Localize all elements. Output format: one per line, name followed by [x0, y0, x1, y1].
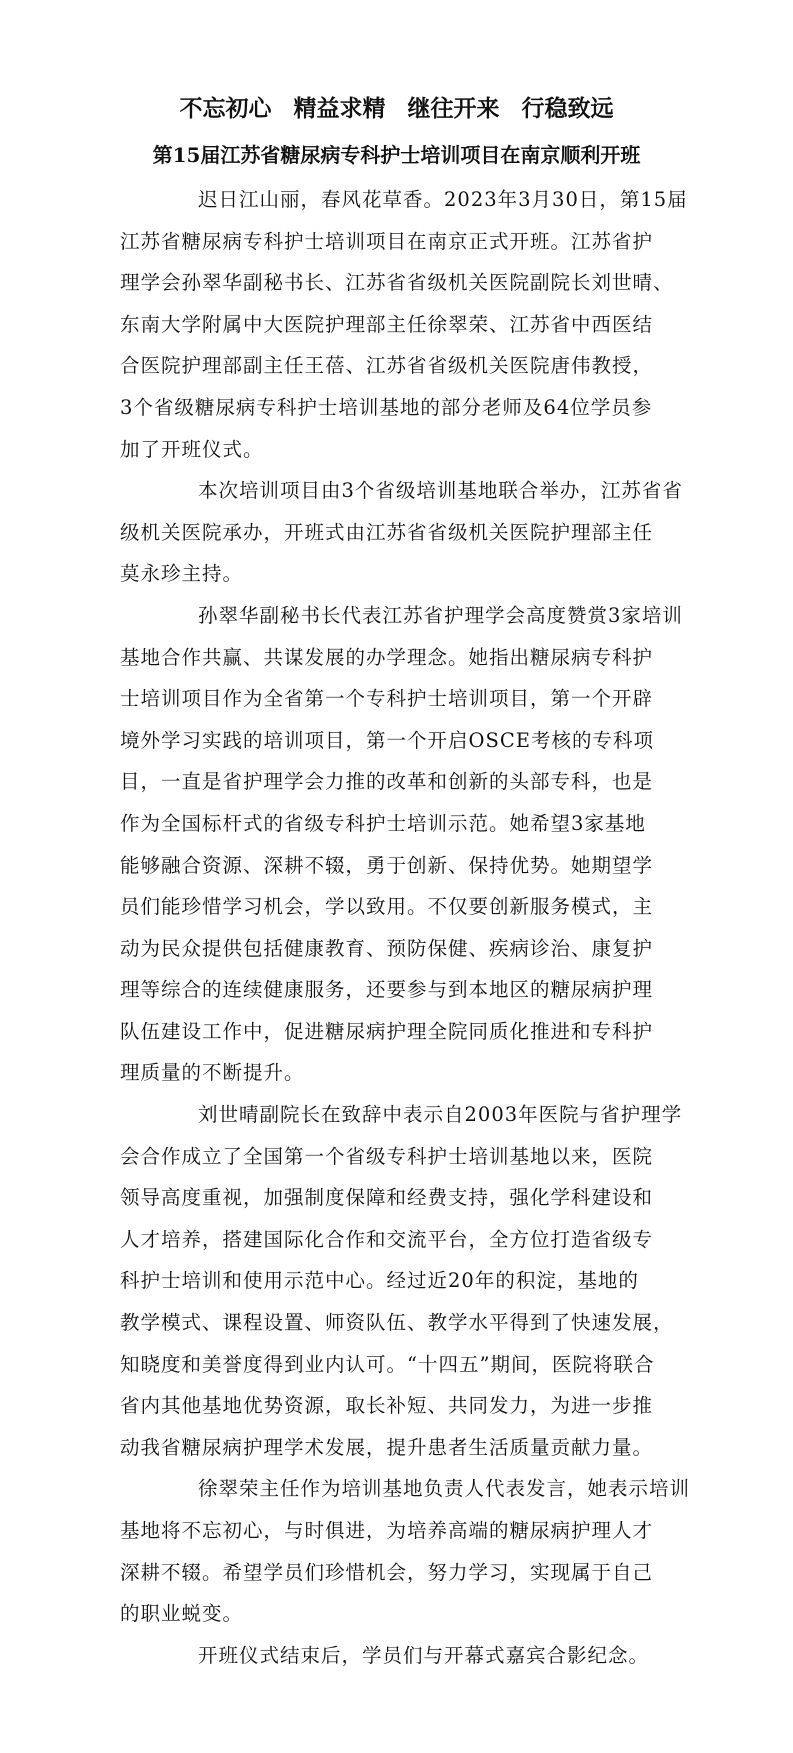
paragraph	[120, 470, 710, 595]
paragraph-line: 基地将不忘初心，与时俱进，为培养高端的糖尿病护理人才	[120, 1519, 654, 1542]
paragraph-line: 基地合作共赢、共谋发展的办学理念。她指出糖尿病专科护	[120, 645, 654, 669]
paragraph-line: 级机关医院承办，开班式由江苏省省级机关医院护理部主任	[120, 520, 654, 544]
paragraph-line: 人才培养，搭建国际化合作和交流平台，全方位打造省级专	[120, 1227, 654, 1251]
paragraph-line: 动我省糖尿病护理学术发展，提升患者生活质量贡献力量。	[120, 1435, 654, 1459]
paragraph-line: 开班仪式结束后，学员们与开幕式嘉宾合影纪念。	[198, 1643, 650, 1667]
paragraph	[120, 595, 710, 1094]
paragraph-line: 员们能珍惜学习机会，学以致用。不仅要创新服务模式，主	[120, 895, 654, 919]
paragraph-line: 本次培训项目由3个省级培训基地联合举办，江苏省省	[198, 479, 683, 503]
paragraph-line: 能够融合资源、深耕不辍，勇于创新、保持优势。她期望学	[120, 853, 654, 877]
paragraph-line: 领导高度重视，加强制度保障和经费支持，强化学科建设和	[120, 1186, 654, 1210]
paragraph-line: 刘世晴副院长在致辞中表示自2003年医院与省护理学	[198, 1103, 683, 1127]
paragraph-line: 境外学习实践的培训项目，第一个开启OSCE考核的专科项	[120, 728, 655, 752]
paragraph	[120, 1468, 710, 1634]
article-body	[120, 179, 710, 1676]
paragraph-line: 会合作成立了全国第一个省级专科护士培训基地以来，医院	[120, 1144, 654, 1168]
paragraph-line: 科护士培训和使用示范中心。经过近20年的积淀，基地的	[120, 1269, 639, 1293]
document-subtitle: 第15届江苏省糖尿病专科护士培训项目在南京顺利开班	[152, 143, 641, 167]
paragraph-line: 莫永珍主持。	[120, 562, 244, 586]
paragraph-line: 理等综合的连续健康服务，还要参与到本地区的糖尿病护理	[120, 978, 654, 1002]
title-segment: 行稳致远	[521, 95, 614, 122]
paragraph-line: 士培训项目作为全省第一个专科护士培训项目，第一个开辟	[120, 687, 654, 711]
paragraph-line: 教学模式、课程设置、师资队伍、教学水平得到了快速发展，	[120, 1311, 674, 1335]
paragraph-line: 孙翠华副秘书长代表江苏省护理学会高度赞赏3家培训	[198, 603, 683, 627]
paragraph-line: 作为全国标杆式的省级专科护士培训示范。她希望3家基地	[120, 811, 646, 835]
document-title	[0, 93, 793, 125]
paragraph-line: 省内其他基地优势资源，取长补短、共同发力，为进一步推	[120, 1394, 654, 1418]
paragraph-line: 3个省级糖尿病专科护士培训基地的部分老师及64位学员参	[120, 395, 653, 419]
paragraph-line: 江苏省糖尿病专科护士培训项目在南京正式开班。江苏省护	[120, 229, 654, 253]
paragraph-line: 东南大学附属中大医院护理部主任徐翠荣、江苏省中西医结	[120, 312, 654, 336]
paragraph-line: 队伍建设工作中，促进糖尿病护理全院同质化推进和专科护	[120, 1019, 654, 1043]
paragraph-line: 加了开班仪式。	[120, 437, 264, 461]
paragraph-line: 知晓度和美誉度得到业内认可。“十四五”期间，医院将联合	[120, 1352, 655, 1376]
paragraph	[120, 1635, 710, 1677]
paragraph-line: 的职业蜕变。	[120, 1602, 244, 1626]
title-segment: 精益求精	[293, 95, 386, 122]
paragraph-line: 动为民众提供包括健康教育、预防保健、疾病诊治、康复护	[120, 936, 654, 960]
paragraph	[120, 179, 710, 470]
paragraph-line: 目，一直是省护理学会力推的改革和创新的头部专科，也是	[120, 770, 654, 794]
paragraph-line: 合医院护理部副主任王蓓、江苏省省级机关医院唐伟教授，	[120, 354, 654, 378]
paragraph-line: 理学会孙翠华副秘书长、江苏省省级机关医院副院长刘世晴、	[120, 271, 674, 295]
paragraph-line: 深耕不辍。希望学员们珍惜机会，努力学习，实现属于自己	[120, 1560, 654, 1584]
title-segment: 不忘初心	[179, 95, 272, 122]
paragraph-line: 迟日江山丽，春风花草香。2023年3月30日，第15届	[198, 188, 688, 211]
paragraph-line: 理质量的不断提升。	[120, 1061, 305, 1085]
paragraph	[120, 1094, 710, 1468]
paragraph-line: 徐翠荣主任作为培训基地负责人代表发言，她表示培训	[198, 1477, 691, 1501]
title-segment: 继往开来	[407, 95, 500, 122]
